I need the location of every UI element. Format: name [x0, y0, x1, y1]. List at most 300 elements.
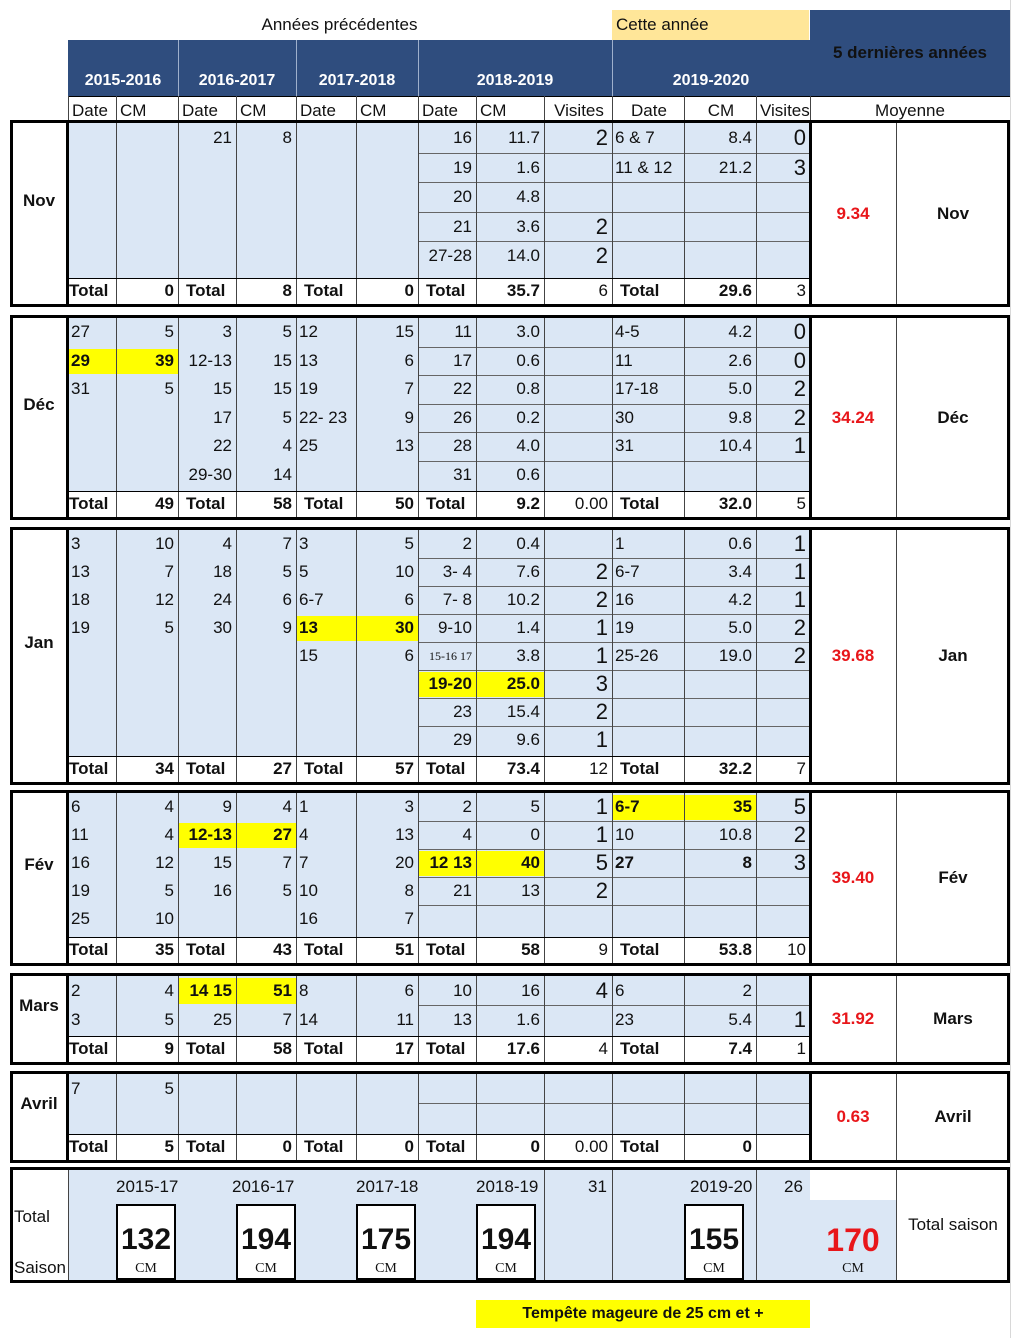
season-year: 2015-17 — [116, 1177, 179, 1196]
total-label: Total — [620, 759, 660, 778]
total-label: Total — [304, 494, 344, 513]
data-cell: 28 — [453, 436, 472, 455]
data-cell: 18 — [71, 590, 90, 609]
data-cell: 5.4 — [728, 1010, 752, 1029]
data-cell: 1 — [595, 727, 608, 752]
data-cell: 2 — [595, 213, 608, 239]
data-cell: 7- 8 — [442, 590, 472, 609]
total-value: 0.00 — [574, 1137, 608, 1156]
column-header-cm: CM — [120, 101, 147, 120]
column-header-cm: CM — [240, 101, 267, 120]
month-label-right: Mars — [933, 1009, 973, 1028]
data-cell: 5 — [530, 797, 540, 816]
data-cell: 3.8 — [516, 646, 540, 665]
data-cell: 14 15 — [189, 981, 232, 1000]
season-year: 2016-17 — [232, 1177, 295, 1196]
total-value: 8 — [282, 281, 292, 300]
data-cell: 0 — [793, 319, 806, 344]
data-cell: 15.4 — [506, 702, 540, 721]
divider — [116, 96, 117, 122]
month-frame-inner — [66, 790, 812, 966]
data-cell: 17 — [453, 350, 472, 370]
header-this-year-label: Cette année — [616, 15, 709, 34]
divider — [612, 40, 613, 96]
divider — [476, 96, 477, 122]
data-cell: 2 — [793, 822, 806, 847]
total-value: 32.2 — [718, 759, 752, 778]
data-cell: 25-26 — [615, 646, 659, 665]
data-cell: 27 — [615, 853, 634, 872]
season-total-value: 155 — [688, 1223, 740, 1256]
total-value: 0 — [164, 281, 174, 300]
data-cell: 10.4 — [718, 436, 752, 455]
data-cell: 9 — [404, 407, 414, 427]
month-label: Mars — [19, 996, 59, 1015]
data-cell: 10 — [395, 562, 414, 581]
data-cell: 14 — [299, 1010, 318, 1029]
total-value: 0 — [530, 1137, 540, 1156]
data-cell: 14.0 — [506, 246, 540, 265]
total-label: Total — [304, 1137, 344, 1156]
total-value: 53.8 — [718, 940, 752, 959]
data-cell: 4 — [164, 825, 174, 844]
data-cell: 2 — [595, 587, 608, 612]
data-cell: 8 — [404, 881, 414, 900]
data-cell: 5 — [164, 1079, 174, 1098]
data-cell: 0.6 — [516, 464, 540, 484]
season-year: 2019-20 — [690, 1177, 753, 1196]
month-frame-inner — [66, 973, 812, 1065]
data-cell: 30 — [615, 407, 634, 427]
data-cell: 4-5 — [615, 322, 640, 341]
total-value: 3 — [796, 281, 806, 300]
total-label: Total — [186, 1039, 226, 1058]
season-header: 2016-2017 — [198, 72, 276, 89]
data-cell: 6-7 — [615, 797, 640, 816]
data-cell: 13 — [395, 436, 414, 455]
month-label: Jan — [24, 633, 54, 652]
data-cell: 10 — [299, 881, 318, 900]
data-cell: 15 — [273, 379, 292, 398]
divider — [296, 96, 297, 122]
month-average: 0.63 — [836, 1107, 870, 1126]
data-cell: 11 — [396, 1010, 414, 1029]
data-cell: 16 — [71, 853, 90, 872]
data-cell: 16 — [615, 590, 634, 609]
column-header-visites: Visites — [760, 101, 810, 120]
data-cell: 19-20 — [428, 674, 472, 693]
data-cell: 11.7 — [508, 128, 540, 147]
season-average-value: 170 — [826, 1222, 880, 1258]
total-value: 0 — [742, 1137, 752, 1156]
data-cell: 9.6 — [516, 730, 540, 749]
data-cell: 51 — [273, 981, 292, 1000]
season-total-value: 175 — [360, 1223, 412, 1256]
total-label: Total — [620, 494, 660, 513]
data-cell: 0.6 — [516, 350, 540, 370]
season-header: 2017-2018 — [318, 72, 396, 89]
data-cell: 30 — [213, 618, 232, 637]
season-label-saison: Saison — [14, 1258, 66, 1277]
column-header-date: Date — [72, 101, 108, 120]
data-cell: 17 — [213, 407, 232, 427]
season-header: 2019-2020 — [672, 72, 750, 89]
data-cell: 5 — [282, 322, 292, 341]
data-cell: 31 — [615, 436, 634, 455]
data-cell: 8 — [742, 853, 752, 872]
data-cell: 5 — [282, 881, 292, 900]
month-label-right: Déc — [937, 408, 969, 427]
data-cell: 20 — [453, 187, 472, 206]
month-average: 34.24 — [831, 408, 875, 427]
total-label: Total — [69, 940, 109, 959]
data-cell: 21 — [453, 881, 472, 900]
data-cell: 13 — [299, 618, 318, 637]
data-cell: 1.6 — [516, 157, 540, 177]
total-value: 50 — [395, 494, 414, 513]
data-cell: 2 — [462, 534, 472, 553]
data-cell: 21 — [453, 216, 472, 236]
data-cell: 7 — [282, 534, 292, 553]
data-cell: 22 — [213, 436, 232, 455]
total-value: 35 — [155, 940, 174, 959]
total-value: 9 — [598, 940, 608, 959]
data-cell: 6 — [404, 590, 414, 609]
data-cell: 27 — [273, 825, 292, 844]
data-cell: 26 — [453, 407, 472, 427]
data-cell: 3.6 — [516, 216, 540, 236]
data-cell: 0 — [530, 825, 540, 844]
data-cell: 16 — [213, 881, 232, 900]
data-cell: 3 — [595, 671, 608, 696]
data-cell: 7 — [282, 853, 292, 872]
data-cell: 12 — [299, 322, 318, 341]
data-cell: 10 — [155, 909, 174, 928]
season-total-value: 194 — [240, 1223, 292, 1256]
data-cell: 13 — [453, 1010, 472, 1029]
data-cell: 15 — [213, 379, 232, 398]
data-cell: 0.4 — [516, 534, 540, 553]
data-cell: 4 — [595, 978, 608, 1003]
data-cell: 5 — [299, 562, 309, 581]
data-cell: 15-16 17 — [429, 649, 472, 663]
data-cell: 13 — [71, 562, 90, 581]
total-value: 73.4 — [506, 759, 540, 778]
season-extra: 26 — [784, 1177, 803, 1196]
column-header-date: Date — [422, 101, 458, 120]
data-cell: 22- 23 — [299, 407, 348, 427]
month-label: Avril — [20, 1094, 58, 1113]
month-label: Déc — [23, 395, 55, 414]
data-cell: 1.4 — [516, 618, 540, 637]
data-cell: 15 — [213, 853, 232, 872]
total-value: 0.00 — [574, 494, 608, 513]
total-value: 29.6 — [718, 281, 752, 300]
divider — [612, 1170, 613, 1280]
season-extra: 31 — [588, 1177, 607, 1196]
data-cell: 4.2 — [728, 590, 752, 609]
month-average: 39.40 — [831, 868, 875, 887]
data-cell: 2 — [793, 615, 806, 640]
legend-storm: Tempête mageure de 25 cm et + — [522, 1305, 764, 1322]
column-header-date: Date — [300, 101, 336, 120]
data-cell: 1 — [595, 822, 608, 847]
data-cell: 19 — [71, 881, 90, 900]
season-total-value: 132 — [120, 1223, 172, 1256]
total-value: 58 — [273, 494, 292, 513]
divider — [756, 1170, 757, 1280]
data-cell: 3.0 — [516, 322, 540, 341]
total-value: 58 — [273, 1039, 292, 1058]
month-label-right: Nov — [936, 204, 970, 223]
total-value: 32.0 — [718, 494, 752, 513]
data-cell: 1 — [595, 643, 608, 668]
data-cell: 4 — [462, 825, 472, 844]
data-cell: 21 — [213, 128, 232, 147]
data-cell: 1 — [595, 615, 608, 640]
total-label: Total — [426, 281, 466, 300]
total-label: Total — [186, 281, 226, 300]
month-frame-inner — [66, 120, 812, 307]
data-cell: 10 — [453, 981, 472, 1000]
data-cell: 7 — [299, 853, 309, 872]
season-year: 2017-18 — [356, 1177, 419, 1196]
data-cell: 5.0 — [728, 379, 752, 398]
total-value: 17.6 — [506, 1039, 540, 1058]
data-cell: 18 — [213, 562, 232, 581]
unit-label: CM — [703, 1261, 725, 1276]
divider — [296, 40, 297, 96]
data-cell: 6 — [282, 590, 292, 609]
data-cell: 39 — [155, 350, 174, 370]
divider — [756, 96, 757, 122]
data-cell: 16 — [521, 981, 540, 1000]
divider — [544, 96, 545, 122]
data-cell: 15 — [273, 350, 292, 370]
total-label: Total — [304, 940, 344, 959]
data-cell: 6 — [404, 350, 414, 370]
total-value: 58 — [521, 940, 540, 959]
total-label: Total — [304, 759, 344, 778]
column-header-date: Date — [182, 101, 218, 120]
data-cell: 12-13 — [188, 825, 232, 844]
data-cell: 11 — [615, 350, 633, 370]
total-label: Total — [426, 940, 466, 959]
month-frame-inner — [66, 315, 812, 520]
data-cell: 40 — [521, 853, 540, 872]
divider — [356, 96, 357, 122]
data-cell: 0.8 — [516, 379, 540, 398]
total-value: 51 — [395, 940, 414, 959]
data-cell: 10.2 — [506, 590, 540, 609]
data-cell: 12 13 — [429, 853, 472, 872]
total-value: 17 — [395, 1039, 414, 1058]
data-cell: 8 — [299, 981, 309, 1000]
data-cell: 7 — [282, 1010, 292, 1029]
data-cell: 9.8 — [728, 407, 752, 427]
data-cell: 6 — [404, 646, 414, 665]
data-cell: 0 — [793, 125, 806, 150]
total-label: Total — [69, 759, 109, 778]
total-value: 49 — [155, 494, 174, 513]
total-value: 12 — [589, 759, 608, 778]
divider — [68, 96, 69, 122]
data-cell: 12 — [155, 590, 174, 609]
data-cell: 1 — [299, 797, 309, 816]
data-cell: 3 — [299, 534, 309, 553]
header-prev-years-label: Années précédentes — [261, 15, 418, 34]
season-header: 2018-2019 — [476, 72, 554, 89]
data-cell: 7 — [71, 1079, 81, 1098]
data-cell: 12 — [155, 853, 174, 872]
data-cell: 9 — [222, 797, 232, 816]
season-label-total: Total — [14, 1207, 50, 1226]
data-cell: 23 — [453, 702, 472, 721]
data-cell: 6-7 — [615, 562, 640, 581]
total-label: Total — [186, 759, 226, 778]
month-average: 39.68 — [831, 646, 875, 665]
month-label-right: Avril — [934, 1107, 972, 1126]
total-label: Total — [304, 281, 344, 300]
month-frame-inner — [66, 527, 812, 785]
total-label: Total — [69, 1039, 109, 1058]
data-cell: 2 — [595, 559, 608, 584]
data-cell: 29 — [453, 730, 472, 749]
divider — [896, 1170, 897, 1280]
unit-label: CM — [135, 1261, 157, 1276]
data-cell: 7 — [164, 562, 174, 581]
data-cell: 3 — [793, 154, 806, 180]
month-average: 31.92 — [831, 1009, 875, 1028]
data-cell: 4 — [222, 534, 232, 553]
data-cell: 6 & 7 — [615, 128, 655, 147]
data-cell: 10 — [155, 534, 174, 553]
data-cell: 29-30 — [188, 464, 232, 484]
column-header-cm: CM — [360, 101, 387, 120]
data-cell: 3 — [793, 850, 806, 875]
divider — [418, 40, 419, 96]
data-cell: 29 — [71, 350, 90, 370]
data-cell: 4.8 — [516, 187, 540, 206]
data-cell: 8.4 — [728, 128, 752, 147]
data-cell: 3 — [71, 1010, 81, 1029]
data-cell: 25 — [213, 1010, 232, 1029]
data-cell: 1 — [793, 433, 806, 458]
data-cell: 16 — [299, 909, 318, 928]
data-cell: 5.0 — [728, 618, 752, 637]
data-cell: 13 — [521, 881, 540, 900]
total-label: Total — [69, 1137, 109, 1156]
total-value: 7.4 — [728, 1039, 752, 1058]
data-cell: 1 — [793, 1007, 806, 1032]
data-cell: 6 — [71, 797, 81, 816]
divider — [612, 96, 613, 122]
data-cell: 4 — [164, 797, 174, 816]
month-label: Fév — [24, 855, 54, 874]
data-cell: 2 — [793, 643, 806, 668]
data-cell: 5 — [793, 794, 806, 819]
column-header-visites: Visites — [554, 101, 604, 120]
data-cell: 10.8 — [718, 825, 752, 844]
month-label: Nov — [22, 191, 56, 210]
total-value: 5 — [164, 1137, 174, 1156]
data-cell: 4.2 — [728, 322, 752, 341]
data-cell: 7 — [404, 379, 414, 398]
data-cell: 7 — [404, 909, 414, 928]
data-cell: 2 — [742, 981, 752, 1000]
data-cell: 0.2 — [516, 407, 540, 427]
data-cell: 1 — [615, 534, 625, 553]
data-cell: 1 — [595, 794, 608, 819]
total-value: 0 — [404, 281, 414, 300]
data-cell: 2 — [595, 878, 608, 903]
data-cell: 15 — [395, 322, 414, 341]
data-cell: 19 — [615, 618, 634, 637]
data-cell: 11 — [454, 322, 472, 341]
data-cell: 2 — [793, 376, 806, 401]
data-cell: 19 — [71, 618, 90, 637]
data-cell: 15 — [299, 646, 318, 665]
total-value: 4 — [598, 1039, 608, 1058]
total-value: 57 — [395, 759, 414, 778]
data-cell: 3 — [222, 322, 232, 341]
data-cell: 5 — [164, 322, 174, 341]
unit-label: CM — [255, 1261, 277, 1276]
divider — [68, 1170, 69, 1280]
total-value: 0 — [282, 1137, 292, 1156]
data-cell: 3.4 — [728, 562, 752, 581]
data-cell: 31 — [71, 379, 90, 398]
data-cell: 27 — [71, 322, 90, 341]
total-label: Total — [620, 281, 660, 300]
data-cell: 19 — [453, 157, 472, 177]
column-header-cm: CM — [480, 101, 507, 120]
spreadsheet-gridline — [1010, 0, 1018, 1338]
total-value: 7 — [796, 759, 806, 778]
total-label: Total — [426, 1039, 466, 1058]
data-cell: 1.6 — [516, 1010, 540, 1029]
divider — [236, 96, 237, 122]
data-cell: 25 — [299, 436, 318, 455]
unit-label: CM — [842, 1261, 864, 1276]
total-value: 5 — [796, 494, 806, 513]
total-value: 35.7 — [506, 281, 540, 300]
data-cell: 0 — [793, 347, 806, 373]
month-average: 9.34 — [836, 204, 870, 223]
data-cell: 5 — [164, 881, 174, 900]
total-value: 9.2 — [516, 494, 540, 513]
total-value: 10 — [787, 940, 806, 959]
total-label: Total — [186, 1137, 226, 1156]
divider — [418, 96, 419, 122]
data-cell: 2 — [793, 404, 806, 430]
data-cell: 11 — [71, 825, 89, 844]
data-cell: 22 — [453, 379, 472, 398]
total-value: 9 — [164, 1039, 174, 1058]
total-value: 27 — [273, 759, 292, 778]
unit-label: CM — [495, 1261, 517, 1276]
total-value: 0 — [404, 1137, 414, 1156]
data-cell: 2 — [595, 125, 608, 150]
data-cell: 30 — [395, 618, 414, 637]
data-cell: 5 — [404, 534, 414, 553]
divider — [178, 40, 179, 96]
divider — [684, 96, 685, 122]
column-header-moyenne: Moyenne — [875, 101, 945, 120]
total-label: Total — [69, 494, 109, 513]
data-cell: 4 — [282, 797, 292, 816]
data-cell: 1 — [793, 531, 806, 556]
